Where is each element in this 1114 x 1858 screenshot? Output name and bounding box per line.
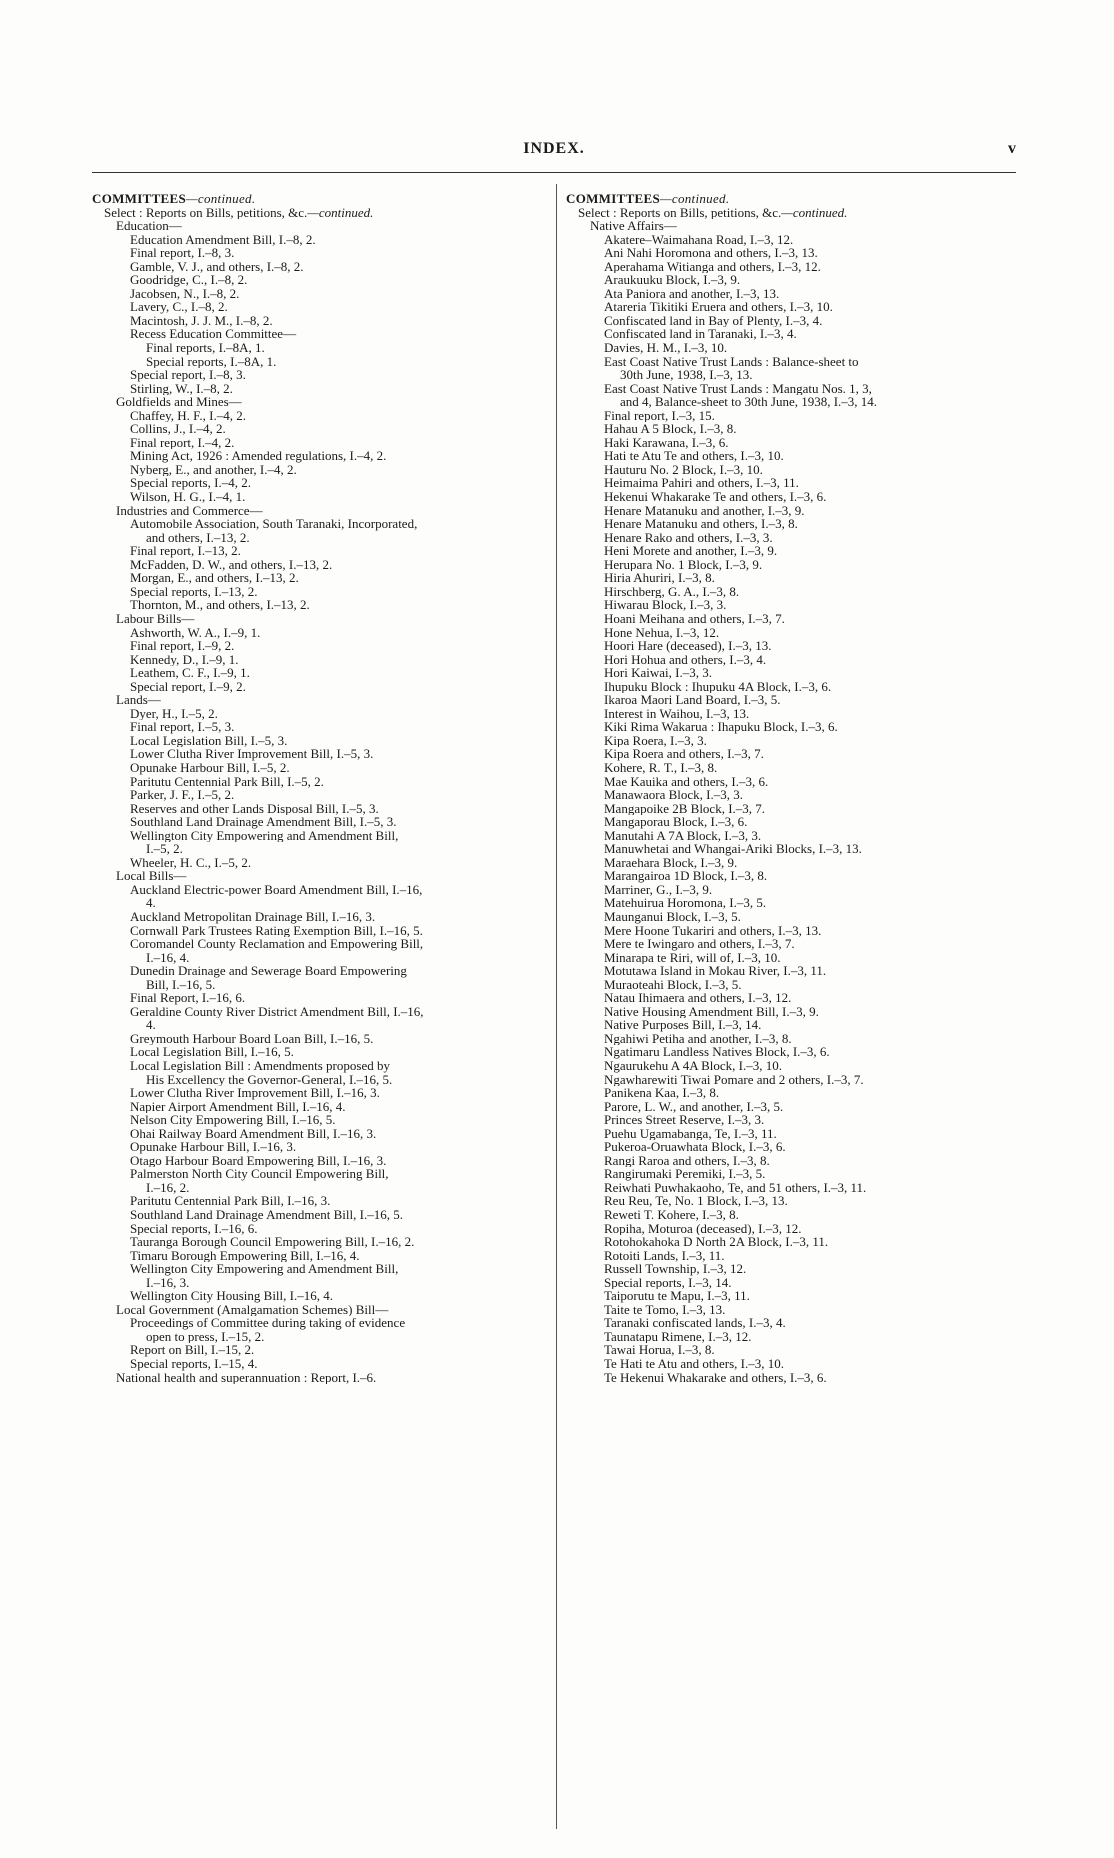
index-entry: Final Report, I.–16, 6. [130, 991, 246, 1005]
index-entry: Herupara No. 1 Block, I.–3, 9. [604, 557, 763, 572]
index-entry: Macintosh, J. J. M., I.–8, 2. [130, 313, 273, 328]
index-entry: Lower Clutha River Improvement Bill, I.–16, 3. [130, 1086, 380, 1100]
left-column [92, 192, 544, 1384]
index-entry: Hoori Hare (deceased), I.–3, 13. [604, 639, 772, 653]
index-entry: Kennedy, D., I.–9, 1. [130, 652, 239, 667]
index-entry: Haki Karawana, I.–3, 6. [604, 435, 729, 450]
index-entry: Gamble, V. J., and others, I.–8, 2. [130, 259, 304, 274]
index-entry: Manawaora Block, I.–3, 3. [604, 788, 743, 802]
select-continued: —continued. [307, 205, 374, 220]
index-entry: Education Amendment Bill, I.–8, 2. [130, 232, 316, 247]
index-entry: Princes Street Reserve, I.–3, 3. [604, 1113, 765, 1127]
index-entry: Minarapa te Riri, will of, I.–3, 10. [604, 950, 781, 965]
index-entry: Reserves and other Lands Disposal Bill, I.–5, 3. [130, 801, 379, 816]
index-entry: Education— [116, 219, 182, 233]
index-entry: Final report, I.–8, 3. [130, 246, 235, 260]
index-entry: Lands— [116, 693, 161, 707]
index-entry: Special reports, I.–8A, 1. [146, 354, 277, 369]
index-entry: Final report, I.–3, 15. [604, 408, 715, 423]
index-entry: Davies, H. M., I.–3, 10. [604, 341, 728, 355]
index-entry: 4. [146, 896, 156, 910]
index-entry: Dunedin Drainage and Sewerage Board Empowering [130, 964, 407, 978]
index-entry: Mere te Iwingaro and others, I.–3, 7. [604, 937, 795, 951]
index-entry: Chaffey, H. F., I.–4, 2. [130, 408, 246, 423]
index-entry: Local Government (Amalgamation Schemes) Bill— [116, 1302, 389, 1317]
left-entries [92, 219, 544, 1384]
index-entry: Matehuirua Horomona, I.–3, 5. [604, 896, 767, 910]
index-entry: Lavery, C., I.–8, 2. [130, 300, 228, 314]
right-column [566, 192, 1016, 1384]
index-entry: Coromandel County Reclamation and Empowering Bill, [130, 937, 424, 951]
index-entry: Hekenui Whakarake Te and others, I.–3, 6. [604, 490, 827, 504]
select-subheading [92, 206, 544, 220]
index-entry: Rangi Raroa and others, I.–3, 8. [604, 1153, 770, 1168]
index-entry: Proceedings of Committee during taking of evidence [130, 1316, 406, 1330]
index-entry: Ikaroa Maori Land Board, I.–3, 5. [604, 693, 781, 707]
index-entry: Reiwhati Puwhakaoho, Te, and 51 others, I.–3, 11. [604, 1180, 867, 1195]
index-entry: Henare Matanuku and others, I.–3, 8. [604, 517, 798, 531]
header-rule [92, 172, 1016, 173]
index-entry: Confiscated land in Bay of Plenty, I.–3, 4. [604, 313, 823, 328]
index-entry: Dyer, H., I.–5, 2. [130, 706, 218, 721]
index-entry: I.–16, 2. [146, 1180, 190, 1195]
index-entry: Paritutu Centennial Park Bill, I.–16, 3. [130, 1194, 331, 1209]
index-entry: Tauranga Borough Council Empowering Bill, I.–16, 2. [130, 1235, 415, 1249]
index-entry: Bill, I.–16, 5. [146, 977, 216, 992]
index-entry: Special reports, I.–4, 2. [130, 476, 251, 491]
index-entry: Hori Kaiwai, I.–3, 3. [604, 666, 712, 680]
index-entry: Southland Land Drainage Amendment Bill, I.–16, 5. [130, 1208, 403, 1222]
index-entry: Southland Land Drainage Amendment Bill, I.–5, 3. [130, 815, 397, 829]
index-entry: Leathem, C. F., I.–9, 1. [130, 666, 250, 680]
index-entry: Ashworth, W. A., I.–9, 1. [130, 625, 261, 640]
section-heading [566, 192, 1016, 206]
select-continued: —continued. [781, 205, 848, 220]
index-entry: Opunake Harbour Bill, I.–5, 2. [130, 760, 290, 775]
index-entry: Otago Harbour Board Empowering Bill, I.–16, 3. [130, 1153, 387, 1168]
index-entry: Hone Nehua, I.–3, 12. [604, 625, 720, 640]
index-entry: Special report, I.–8, 3. [130, 368, 246, 382]
index-entry: Local Legislation Bill, I.–5, 3. [130, 733, 288, 748]
index-entry: Jacobsen, N., I.–8, 2. [130, 286, 240, 301]
index-entry: Native Affairs— [590, 219, 677, 233]
index-entry: Kipa Roera and others, I.–3, 7. [604, 747, 764, 761]
index-entry: Te Hati te Atu and others, I.–3, 10. [604, 1357, 784, 1371]
index-entry: Taunatapu Rimene, I.–3, 12. [604, 1329, 752, 1344]
index-entry: McFadden, D. W., and others, I.–13, 2. [130, 557, 333, 572]
index-entry: Ngawharewiti Tiwai Pomare and 2 others, I.–3, 7. [604, 1072, 864, 1087]
index-entry: Goldfields and Mines— [116, 395, 242, 409]
index-entry: East Coast Native Trust Lands : Balance-sheet to [604, 354, 859, 369]
index-entry: 30th June, 1938, I.–3, 13. [620, 368, 753, 382]
index-entry: I.–16, 4. [146, 950, 190, 965]
index-entry: Wheeler, H. C., I.–5, 2. [130, 855, 252, 870]
index-entry: Automobile Association, South Taranaki, Incorporated, [130, 517, 418, 531]
index-entry: Paritutu Centennial Park Bill, I.–5, 2. [130, 774, 324, 789]
index-entry: Marangairoa 1D Block, I.–3, 8. [604, 869, 768, 883]
index-entry: Palmerston North City Council Empowering Bill, [130, 1167, 389, 1181]
index-entry: Mining Act, 1926 : Amended regulations, I.–4, 2. [130, 449, 387, 463]
index-entry: Final reports, I.–8A, 1. [146, 341, 265, 355]
index-entry: Goodridge, C., I.–8, 2. [130, 273, 248, 287]
index-entry: Hoani Meihana and others, I.–3, 7. [604, 611, 785, 626]
index-entry: Puehu Ugamabanga, Te, I.–3, 11. [604, 1126, 777, 1141]
index-entry: His Excellency the Governor-General, I.–16, 5. [146, 1072, 393, 1087]
index-entry: Special reports, I.–15, 4. [130, 1357, 258, 1371]
index-entry: Greymouth Harbour Board Loan Bill, I.–16, 5. [130, 1031, 374, 1046]
index-entry: open to press, I.–15, 2. [146, 1329, 265, 1344]
index-entry: Recess Education Committee— [130, 327, 297, 342]
index-entry: Rotoiti Lands, I.–3, 11. [604, 1248, 725, 1263]
index-entry: National health and superannuation : Report, I.–6. [116, 1370, 377, 1385]
index-entry: Hati te Atu Te and others, I.–3, 10. [604, 449, 784, 463]
index-entry: Ngaurukehu A 4A Block, I.–3, 10. [604, 1059, 783, 1073]
index-entry: Taiporutu te Mapu, I.–3, 11. [604, 1289, 750, 1303]
index-entry: Motutawa Island in Mokau River, I.–3, 11. [604, 964, 827, 978]
heading-continued: —continued. [660, 192, 730, 206]
index-entry: Mae Kauika and others, I.–3, 6. [604, 774, 769, 789]
index-entry: Morgan, E., and others, I.–13, 2. [130, 571, 299, 585]
column-divider [556, 184, 557, 1829]
index-entry: and others, I.–13, 2. [146, 530, 250, 545]
index-entry: Kipa Roera, I.–3, 3. [604, 733, 707, 748]
index-entry: Wilson, H. G., I.–4, 1. [130, 490, 246, 504]
index-entry: Mangapoike 2B Block, I.–3, 7. [604, 801, 766, 816]
index-entry: Kiki Rima Wakarua : Ihapuku Block, I.–3, 6. [604, 720, 838, 734]
index-entry: Hahau A 5 Block, I.–3, 8. [604, 422, 737, 436]
index-entry: Te Hekenui Whakarake and others, I.–3, 6. [604, 1370, 827, 1385]
index-entry: Opunake Harbour Bill, I.–16, 3. [130, 1140, 297, 1154]
index-entry: Hori Hohua and others, I.–3, 4. [604, 652, 767, 667]
index-entry: Ngatimaru Landless Natives Block, I.–3, 6. [604, 1045, 830, 1059]
index-entry: Manuwhetai and Whangai-Ariki Blocks, I.–3, 13. [604, 842, 862, 856]
index-entry: Special reports, I.–3, 14. [604, 1275, 732, 1290]
index-entry: Henare Rako and others, I.–3, 3. [604, 530, 773, 545]
index-entry: Reweti T. Kohere, I.–3, 8. [604, 1208, 739, 1222]
index-entry: Nyberg, E., and another, I.–4, 2. [130, 462, 297, 477]
index-entry: East Coast Native Trust Lands : Mangatu Nos. 1, 3, [604, 381, 872, 396]
index-entry: Native Housing Amendment Bill, I.–3, 9. [604, 1004, 819, 1019]
index-entry: Auckland Metropolitan Drainage Bill, I.–16, 3. [130, 909, 376, 924]
index-entry: Ihupuku Block : Ihupuku 4A Block, I.–3, 6. [604, 679, 832, 694]
section-heading [92, 192, 544, 206]
index-entry: Mangaporau Block, I.–3, 6. [604, 815, 748, 829]
index-entry: Timaru Borough Empowering Bill, I.–16, 4. [130, 1248, 360, 1263]
index-entry: Akatere–Waimahana Road, I.–3, 12. [604, 232, 794, 247]
index-entry: Hiria Ahuriri, I.–3, 8. [604, 571, 715, 585]
page-title: INDEX. [523, 140, 585, 157]
index-entry: Hiwarau Block, I.–3, 3. [604, 598, 727, 612]
index-entry: Ata Paniora and another, I.–3, 13. [604, 286, 780, 301]
right-entries [566, 219, 1016, 1384]
index-entry: Maraehara Block, I.–3, 9. [604, 855, 738, 870]
select-label: Select : Reports on Bills, petitions, &c. [578, 205, 782, 220]
index-entry: Local Legislation Bill, I.–16, 5. [130, 1045, 294, 1059]
index-entry: Lower Clutha River Improvement Bill, I.–5, 3. [130, 747, 374, 761]
index-entry: Parker, J. F., I.–5, 2. [130, 788, 235, 802]
index-entry: Rotohokahoka D North 2A Block, I.–3, 11. [604, 1235, 829, 1249]
index-entry: Cornwall Park Trustees Rating Exemption Bill, I.–16, 5. [130, 923, 423, 938]
index-entry: Tawai Horua, I.–3, 8. [604, 1343, 715, 1358]
index-entry: Special report, I.–9, 2. [130, 679, 246, 694]
index-entry: and 4, Balance-sheet to 30th June, 1938, I.–3, 14. [620, 395, 878, 409]
index-entry: Marriner, G., I.–3, 9. [604, 882, 713, 897]
index-entry: Confiscated land in Taranaki, I.–3, 4. [604, 327, 797, 342]
index-entry: Atareria Tikitiki Eruera and others, I.–3, 10. [604, 300, 833, 314]
index-entry: Maunganui Block, I.–3, 5. [604, 909, 741, 924]
index-entry: Mere Hoone Tukariri and others, I.–3, 13. [604, 923, 822, 938]
index-entry: Ani Nahi Horomona and others, I.–3, 13. [604, 246, 818, 260]
index-entry: Natau Ihimaera and others, I.–3, 12. [604, 991, 792, 1005]
index-entry: Geraldine County River District Amendment Bill, I.–16, [130, 1004, 424, 1019]
index-entry: Napier Airport Amendment Bill, I.–16, 4. [130, 1099, 346, 1114]
index-entry: Auckland Electric-power Board Amendment Bill, I.–16, [130, 882, 423, 897]
index-entry: Interest in Waihou, I.–3, 13. [604, 706, 750, 721]
index-entry: Panikena Kaa, I.–3, 8. [604, 1086, 720, 1100]
index-entry: Muraoteahi Block, I.–3, 5. [604, 977, 742, 992]
index-entry: Final report, I.–9, 2. [130, 639, 235, 653]
index-entry: Taite te Tomo, I.–3, 13. [604, 1302, 726, 1317]
index-entry: Taranaki confiscated lands, I.–3, 4. [604, 1316, 786, 1330]
index-entry: Araukuuku Block, I.–3, 9. [604, 273, 741, 287]
index-entry: Local Legislation Bill : Amendments proposed by [130, 1059, 390, 1073]
index-entry: Pukeroa-Oruawhata Block, I.–3, 6. [604, 1140, 786, 1154]
index-entry: Reu Reu, Te, No. 1 Block, I.–3, 13. [604, 1194, 788, 1209]
index-entry: Final report, I.–13, 2. [130, 544, 241, 558]
select-label: Select : Reports on Bills, petitions, &c. [104, 205, 308, 220]
index-entry: Final report, I.–4, 2. [130, 435, 235, 450]
index-entry: Wellington City Empowering and Amendment Bill, [130, 1262, 399, 1276]
index-entry: Collins, J., I.–4, 2. [130, 422, 226, 436]
index-entry: Thornton, M., and others, I.–13, 2. [130, 598, 310, 612]
index-entry: Report on Bill, I.–15, 2. [130, 1343, 255, 1358]
index-entry: Heimaima Pahiri and others, I.–3, 11. [604, 476, 799, 491]
index-entry: Aperahama Witianga and others, I.–3, 12. [604, 259, 821, 274]
select-subheading [566, 206, 1016, 220]
index-entry: Ohai Railway Board Amendment Bill, I.–16, 3. [130, 1126, 377, 1141]
index-entry: Heni Morete and another, I.–3, 9. [604, 544, 778, 558]
index-entry: Stirling, W., I.–8, 2. [130, 381, 233, 396]
heading-text: COMMITTEES [92, 192, 187, 206]
index-entry: Industries and Commerce— [116, 503, 263, 518]
index-entry: Hauturu No. 2 Block, I.–3, 10. [604, 462, 763, 477]
index-entry: Manutahi A 7A Block, I.–3, 3. [604, 828, 762, 843]
index-entry: Local Bills— [116, 869, 187, 883]
index-entry: Rangirumaki Peremiki, I.–3, 5. [604, 1167, 766, 1181]
index-entry: Parore, L. W., and another, I.–3, 5. [604, 1099, 784, 1114]
index-entry: I.–5, 2. [146, 842, 183, 856]
index-entry: Henare Matanuku and another, I.–3, 9. [604, 503, 805, 518]
page-header [92, 140, 1016, 164]
index-entry: Special reports, I.–13, 2. [130, 584, 258, 599]
index-entry: Wellington City Housing Bill, I.–16, 4. [130, 1289, 333, 1303]
index-entry: Special reports, I.–16, 6. [130, 1221, 258, 1236]
index-entry: Ngahiwi Petiha and another, I.–3, 8. [604, 1031, 792, 1046]
heading-text: COMMITTEES [566, 192, 661, 206]
index-entry: Final report, I.–5, 3. [130, 720, 235, 734]
index-entry: Kohere, R. T., I.–3, 8. [604, 760, 718, 775]
index-entry: Native Purposes Bill, I.–3, 14. [604, 1018, 762, 1032]
index-entry: I.–16, 3. [146, 1275, 190, 1290]
index-entry: Wellington City Empowering and Amendment Bill, [130, 828, 399, 843]
index-entry: 4. [146, 1018, 156, 1032]
heading-continued: —continued. [186, 192, 256, 206]
index-entry: Hirschberg, G. A., I.–3, 8. [604, 584, 740, 599]
index-entry: Ropiha, Moturoa (deceased), I.–3, 12. [604, 1221, 802, 1236]
index-entry: Labour Bills— [116, 611, 195, 626]
index-entry: Russell Township, I.–3, 12. [604, 1262, 747, 1276]
page-number: v [1008, 140, 1016, 157]
index-entry: Nelson City Empowering Bill, I.–16, 5. [130, 1113, 336, 1127]
